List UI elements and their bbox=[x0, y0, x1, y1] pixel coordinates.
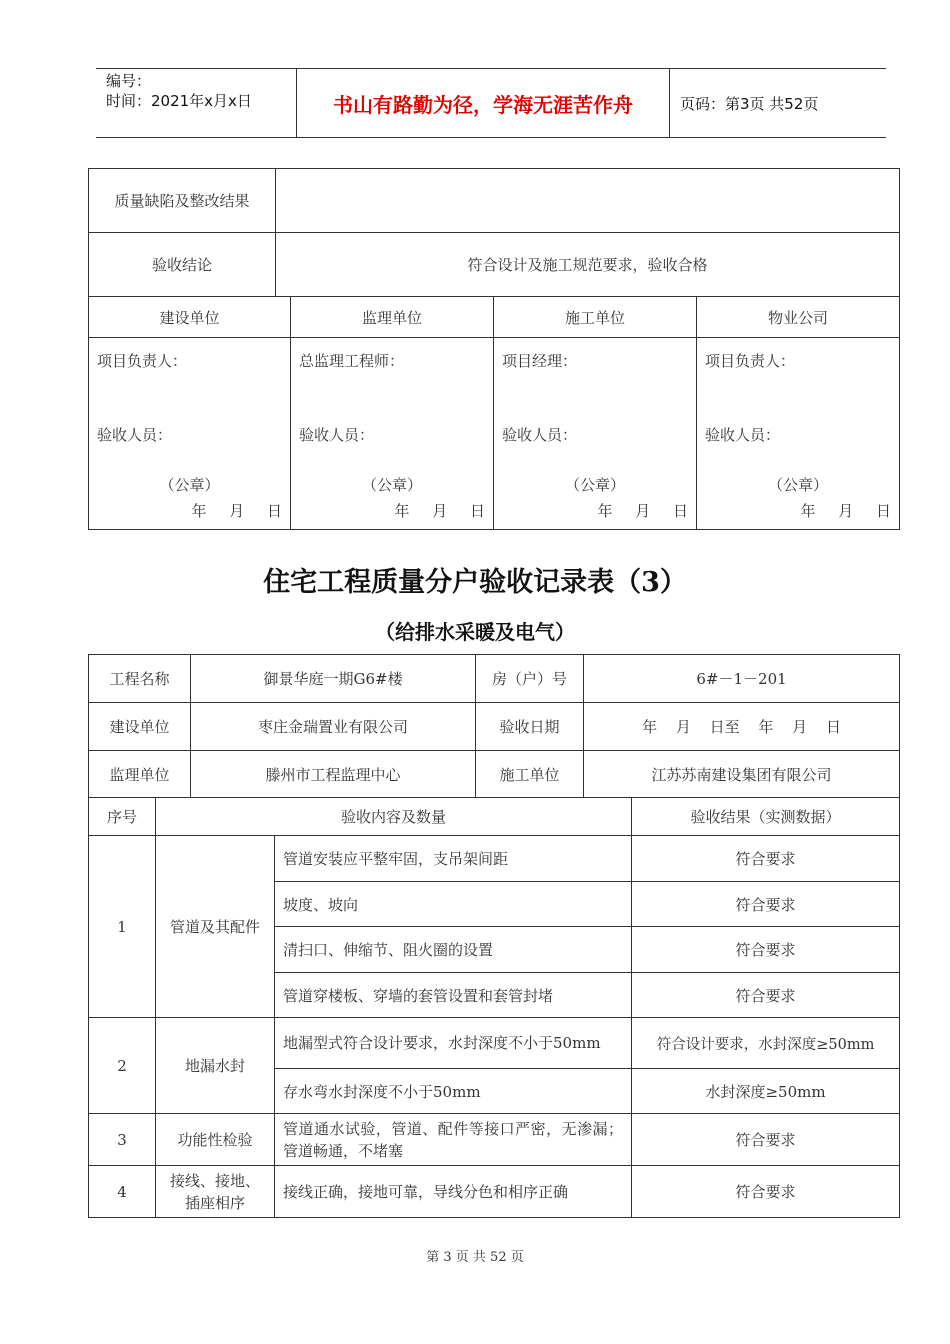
item-result: 符合要求 bbox=[632, 1166, 900, 1218]
conclusion-value: 符合设计及施工规范要求，验收合格 bbox=[276, 233, 900, 297]
page-subtitle: （给排水采暖及电气） bbox=[375, 620, 575, 644]
page-header bbox=[96, 68, 886, 138]
room-label: 房（户）号 bbox=[476, 655, 584, 703]
room-value: 6#－1－201 bbox=[584, 655, 900, 703]
org-property: 物业公司 bbox=[697, 297, 900, 338]
item-result: 符合要求 bbox=[632, 973, 900, 1018]
header-motto: 书山有路勤为径，学海无涯苦作舟 bbox=[333, 93, 633, 117]
group-name: 接线、接地、插座相序 bbox=[156, 1166, 275, 1218]
signature-cell bbox=[291, 338, 494, 530]
column-header-result: 验收结果（实测数据） bbox=[632, 798, 900, 836]
item-result: 符合设计要求，水封深度≥50mm bbox=[632, 1018, 900, 1069]
item-result: 符合要求 bbox=[632, 882, 900, 927]
signer-role: 总监理工程师： bbox=[299, 352, 405, 370]
org-supervisor: 监理单位 bbox=[291, 297, 494, 338]
signer-role: 项目负责人： bbox=[705, 352, 796, 370]
table-row bbox=[89, 703, 900, 751]
table-row bbox=[89, 1018, 900, 1069]
header-meta bbox=[106, 71, 252, 111]
acceptance-conclusion-table bbox=[88, 168, 900, 530]
item-content: 管道穿楼板、穿墙的套管设置和套管封堵 bbox=[275, 973, 632, 1018]
conclusion-label: 验收结论 bbox=[89, 233, 276, 297]
page-footer: 第 3 页 共 52 页 bbox=[426, 1250, 524, 1265]
column-header-content: 验收内容及数量 bbox=[156, 798, 632, 836]
signature-row bbox=[89, 338, 900, 530]
table-row bbox=[89, 655, 900, 703]
item-content: 接线正确，接地可靠，导线分色和相序正确 bbox=[275, 1166, 632, 1218]
builder-value: 枣庄金瑞置业有限公司 bbox=[191, 703, 476, 751]
item-content: 坡度、坡向 bbox=[275, 882, 632, 927]
signature-cell bbox=[89, 338, 291, 530]
item-result: 符合要求 bbox=[632, 927, 900, 973]
project-name-value: 御景华庭一期G6#楼 bbox=[191, 655, 476, 703]
signer-inspector: 验收人员： bbox=[97, 426, 173, 444]
item-content: 存水弯水封深度不小于50mm bbox=[275, 1069, 632, 1114]
group-seq: 2 bbox=[89, 1018, 156, 1114]
header-divider bbox=[669, 69, 670, 137]
group-seq: 4 bbox=[89, 1166, 156, 1218]
group-name: 地漏水封 bbox=[156, 1018, 275, 1114]
table-row bbox=[89, 233, 900, 297]
defect-label: 质量缺陷及整改结果 bbox=[89, 169, 276, 233]
item-result: 水封深度≥50mm bbox=[632, 1069, 900, 1114]
date-value: 年 月 日至 年 月 日 bbox=[584, 703, 900, 751]
builder-label: 建设单位 bbox=[89, 703, 191, 751]
contractor-label: 施工单位 bbox=[476, 751, 584, 798]
item-result: 符合要求 bbox=[632, 1114, 900, 1166]
table-row bbox=[89, 836, 900, 882]
group-seq: 1 bbox=[89, 836, 156, 1018]
group-seq: 3 bbox=[89, 1114, 156, 1166]
signer-inspector: 验收人员： bbox=[705, 426, 781, 444]
header-page-label: 页码：第3页 共52页 bbox=[680, 95, 819, 113]
defect-value bbox=[276, 169, 900, 233]
item-content: 地漏型式符合设计要求，水封深度不小于50mm bbox=[275, 1018, 632, 1069]
signer-inspector: 验收人员： bbox=[299, 426, 375, 444]
official-seal: （公章） bbox=[159, 476, 220, 494]
item-result: 符合要求 bbox=[632, 836, 900, 882]
date-label: 验收日期 bbox=[476, 703, 584, 751]
page-title: 住宅工程质量分户验收记录表（3） bbox=[263, 567, 687, 598]
project-name-label: 工程名称 bbox=[89, 655, 191, 703]
signer-inspector: 验收人员： bbox=[502, 426, 578, 444]
item-content: 管道安装应平整牢固，支吊架间距 bbox=[275, 836, 632, 882]
table-row bbox=[89, 751, 900, 798]
signature-cell bbox=[494, 338, 697, 530]
group-name: 管道及其配件 bbox=[156, 836, 275, 1018]
table-row bbox=[89, 169, 900, 233]
signature-cell bbox=[697, 338, 900, 530]
official-seal: （公章） bbox=[767, 476, 828, 494]
supervisor-value: 滕州市工程监理中心 bbox=[191, 751, 476, 798]
item-content: 管道通水试验，管道、配件等接口严密，无渗漏；管道畅通，不堵塞 bbox=[275, 1114, 632, 1166]
table-row bbox=[89, 297, 900, 338]
inspection-record-table bbox=[88, 654, 900, 1218]
sign-date: 年 月 日 bbox=[394, 502, 485, 520]
column-header-seq: 序号 bbox=[89, 798, 156, 836]
org-contractor: 施工单位 bbox=[494, 297, 697, 338]
column-header-row bbox=[89, 798, 900, 836]
item-content: 清扫口、伸缩节、阻火圈的设置 bbox=[275, 927, 632, 973]
group-name: 功能性检验 bbox=[156, 1114, 275, 1166]
org-builder: 建设单位 bbox=[89, 297, 291, 338]
supervisor-label: 监理单位 bbox=[89, 751, 191, 798]
official-seal: （公章） bbox=[564, 476, 625, 494]
official-seal: （公章） bbox=[361, 476, 422, 494]
table-row bbox=[89, 1114, 900, 1166]
sign-date: 年 月 日 bbox=[191, 502, 282, 520]
signer-role: 项目经理： bbox=[502, 352, 578, 370]
document-time-label: 时间：2021年x月x日 bbox=[106, 92, 252, 110]
table-row bbox=[89, 1166, 900, 1218]
sign-date: 年 月 日 bbox=[597, 502, 688, 520]
document-number-label: 编号： bbox=[106, 72, 152, 90]
sign-date: 年 月 日 bbox=[800, 502, 891, 520]
contractor-value: 江苏苏南建设集团有限公司 bbox=[584, 751, 900, 798]
signer-role: 项目负责人： bbox=[97, 352, 188, 370]
